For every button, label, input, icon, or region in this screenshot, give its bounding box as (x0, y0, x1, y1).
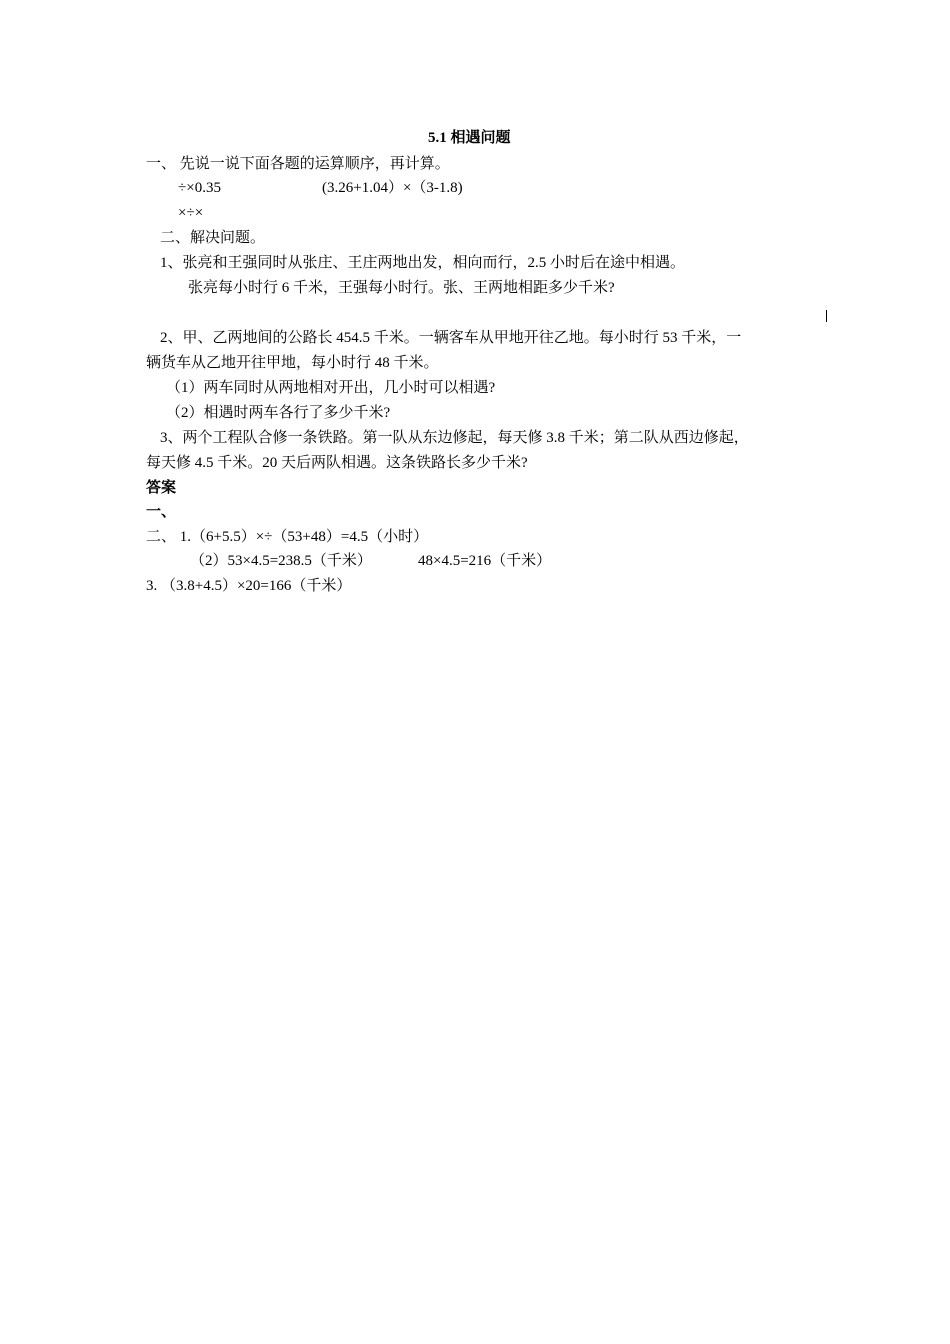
answers-part-2-line-2a: （2）53×4.5=238.5（千米） (190, 553, 372, 569)
expression-a: ÷×0.35 (178, 180, 221, 196)
answers-part-2-line-1: 二、 1.（6+5.5）×÷（53+48）=4.5（小时） (146, 529, 429, 545)
question-3-line-2: 每天修 4.5 千米。20 天后两队相遇。这条铁路长多少千米? (146, 455, 528, 471)
answers-part-1: 一、 (146, 504, 177, 520)
expression-c: ×÷× (178, 205, 204, 221)
section-1-heading: 一、 先说一说下面各题的运算顺序，再计算。 (146, 156, 450, 172)
question-1-line-1: 1、张亮和王强同时从张庄、王庄两地出发，相向而行，2.5 小时后在途中相遇。 (160, 255, 686, 271)
section-2-heading: 二、解决问题。 (160, 230, 266, 246)
answers-part-2-line-2b: 48×4.5=216（千米） (418, 553, 552, 569)
page-title: 5.1 相遇问题 (428, 130, 511, 146)
expression-b: (3.26+1.04）×（3-1.8) (322, 180, 463, 196)
question-2-sub-2: （2）相遇时两车各行了多少千米? (166, 405, 391, 421)
question-2-line-2: 辆货车从乙地开往甲地，每小时行 48 千米。 (146, 355, 439, 371)
question-2-sub-1: （1）两车同时从两地相对开出，几小时可以相遇? (166, 380, 496, 396)
answers-part-3: 3. （3.8+4.5）×20=166（千米） (146, 578, 352, 594)
text-cursor-mark (826, 310, 827, 322)
question-2-line-1: 2、甲、乙两地间的公路长 454.5 千米。一辆客车从甲地开往乙地。每小时行 53 千米，一 (160, 330, 742, 346)
question-3-line-1: 3、两个工程队合修一条铁路。第一队从东边修起，每天修 3.8 千米；第二队从西边修起， (160, 430, 749, 446)
answers-heading: 答案 (146, 480, 177, 496)
question-1-line-2: 张亮每小时行 6 千米，王强每小时行。张、王两地相距多少千米? (188, 280, 615, 296)
